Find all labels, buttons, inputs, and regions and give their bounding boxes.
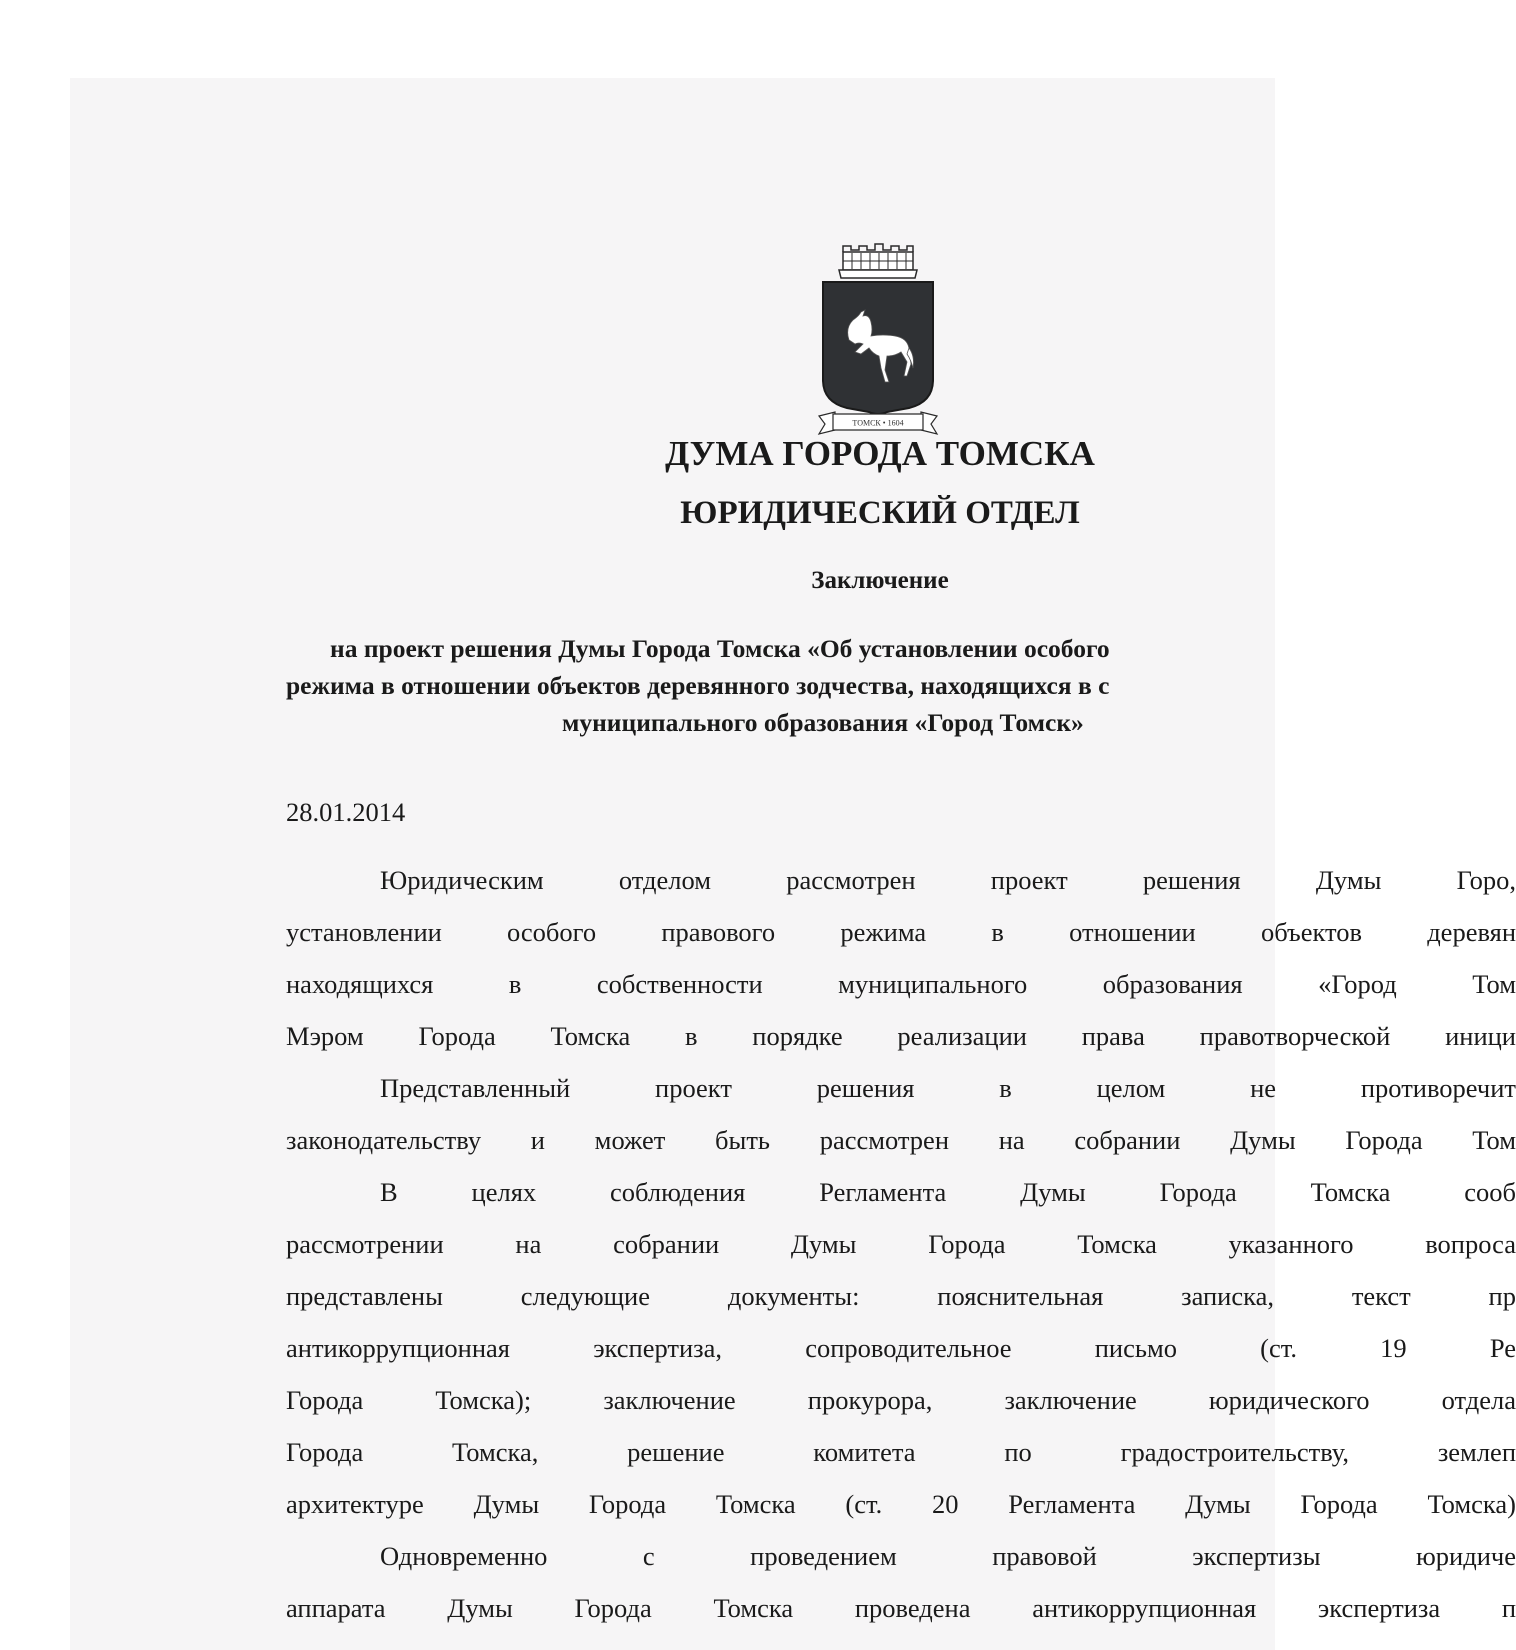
body-line: установлении особого правового режима в отношении объектов деревян	[286, 917, 1516, 947]
body-line: аппарата Думы Города Томска проведена антикоррупционная экспертиза п	[286, 1593, 1516, 1623]
body-line: архитектуре Думы Города Томска (ст. 20 Регламента Думы Города Томска)	[286, 1489, 1516, 1519]
document-body	[286, 860, 1516, 1640]
subject-line: на проект решения Думы Города Томска «Об установлении особого	[330, 634, 1110, 663]
document-date: 28.01.2014	[286, 797, 406, 827]
body-line: антикоррупционная экспертиза, сопроводительное письмо (ст. 19 Ре	[286, 1333, 1516, 1363]
body-line: Представленный проект решения в целом не противоречит	[380, 1073, 1516, 1103]
emblem-ribbon-text: ТОМСК • 1604	[852, 418, 904, 428]
body-line: Мэром Города Томска в порядке реализации права правотворческой иници	[286, 1021, 1516, 1051]
tomsk-coat-of-arms-icon	[815, 244, 941, 434]
body-line: представлены следующие документы: пояснительная записка, текст пр	[286, 1281, 1516, 1311]
body-line: рассмотрении на собрании Думы Города Томска указанного вопроса	[286, 1229, 1516, 1259]
body-line: находящихся в собственности муниципального образования «Город Том	[286, 969, 1516, 999]
body-line: Города Томска); заключение прокурора, заключение юридического отдела	[286, 1385, 1516, 1415]
body-line: Города Томска, решение комитета по градостроительству, землеп	[286, 1437, 1516, 1467]
department-title: ЮРИДИЧЕСКИЙ ОТДЕЛ	[680, 495, 1080, 531]
body-line: Одновременно с проведением правовой экспертизы юридиче	[380, 1541, 1516, 1571]
body-line: В целях соблюдения Регламента Думы Города Томска сооб	[380, 1177, 1516, 1207]
document-type: Заключение	[811, 567, 949, 594]
body-line: законодательству и может быть рассмотрен на собрании Думы Города Том	[286, 1125, 1516, 1155]
subject-line: режима в отношении объектов деревянного зодчества, находящихся в с	[286, 671, 1110, 700]
document-subject	[286, 630, 1416, 741]
subject-line: муниципального образования «Город Томск»	[562, 708, 1084, 737]
organization-title: ДУМА ГОРОДА ТОМСКА	[665, 434, 1095, 473]
body-line: Юридическим отделом рассмотрен проект решения Думы Горо,	[380, 865, 1516, 895]
